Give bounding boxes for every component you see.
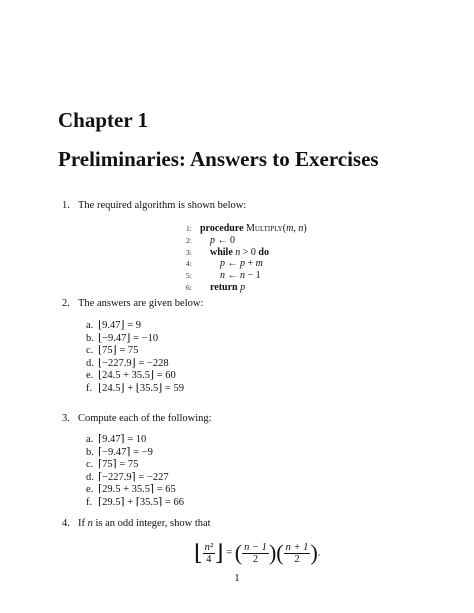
- fraction-n-plus-1: [284, 542, 311, 565]
- exercise-2: [62, 298, 203, 309]
- page-number: 1: [234, 573, 240, 584]
- exercise-text-end: is an odd integer, show that: [92, 518, 211, 529]
- item-expression: ⌈29.5 + 35.5⌉ = 65: [98, 484, 176, 496]
- line-code: p ← 0: [210, 234, 235, 246]
- item-label: c.: [86, 345, 94, 357]
- line-number: 4:: [186, 259, 192, 269]
- exercise-text: The required algorithm is shown below:: [78, 200, 247, 211]
- list-item: [86, 459, 184, 472]
- item-label: e.: [86, 484, 94, 496]
- line-code: procedure Multiply(m, n): [200, 223, 307, 234]
- numerator: n + 1: [285, 541, 309, 553]
- item-expression: ⌊9.47⌋ = 9: [98, 320, 141, 331]
- item-label: d.: [86, 471, 94, 483]
- item-expression: ⌊24.5 + 35.5⌋ = 60: [98, 370, 176, 382]
- algorithm-line: [186, 247, 307, 259]
- list-item: [86, 434, 184, 447]
- paren-left: (: [234, 540, 243, 565]
- numerator: n²: [204, 541, 213, 553]
- paren-right: ): [268, 540, 277, 565]
- item-label: d.: [86, 357, 94, 369]
- item-expression: ⌈75⌉ = 75: [98, 459, 139, 471]
- line-code: while n > 0 do: [210, 246, 269, 258]
- denominator: 4: [206, 553, 212, 565]
- exercise-1: [62, 200, 246, 211]
- item-label: c.: [86, 459, 94, 471]
- list-item: [86, 333, 184, 346]
- answer-list-2: [86, 320, 184, 396]
- line-number: 1:: [186, 224, 192, 233]
- floor-right: ⌋: [215, 540, 224, 565]
- item-expression: ⌈−9.47⌉ = −9: [98, 446, 153, 458]
- exercise-text-start: If: [78, 518, 88, 529]
- algorithm-line: [186, 235, 307, 247]
- item-label: b.: [86, 332, 94, 344]
- item-label: b.: [86, 446, 94, 458]
- item-expression: ⌈29.5⌉ + ⌈35.5⌉ = 66: [98, 496, 184, 508]
- item-expression: ⌊−9.47⌋ = −10: [98, 332, 159, 344]
- algorithm-line: [186, 223, 307, 235]
- line-number: 5:: [186, 271, 192, 281]
- equals-sign: =: [226, 547, 233, 559]
- algorithm-listing: [186, 223, 307, 294]
- list-item: [86, 447, 184, 460]
- exercise-number: 3.: [62, 413, 70, 424]
- exercise-number: 2.: [62, 298, 70, 309]
- item-expression: ⌊24.5⌋ + ⌊35.5⌋ = 59: [98, 382, 184, 394]
- page-title: Preliminaries: Answers to Exercises: [58, 147, 379, 171]
- list-item: [86, 484, 184, 497]
- item-expression: ⌊75⌋ = 75: [98, 345, 139, 357]
- item-expression: ⌈9.47⌉ = 10: [98, 434, 147, 445]
- item-label: e.: [86, 370, 94, 382]
- line-code: n ← n − 1: [220, 270, 261, 282]
- exercise-4: [62, 518, 211, 529]
- exercise-3: [62, 413, 212, 424]
- line-number: 2:: [186, 235, 192, 245]
- equation: [194, 540, 320, 566]
- list-item: [86, 472, 184, 485]
- paren-left: (: [276, 540, 284, 565]
- item-expression: ⌈−227.9⌉ = −227: [98, 471, 169, 483]
- item-label: f.: [86, 382, 93, 394]
- chapter-label: Chapter 1: [58, 108, 149, 132]
- item-expression: ⌊−227.9⌋ = −228: [98, 357, 169, 369]
- item-label: f.: [86, 496, 93, 508]
- exercise-number: 1.: [62, 200, 70, 211]
- line-number: 3:: [186, 247, 192, 257]
- list-item: [86, 497, 184, 510]
- list-item: [86, 383, 184, 396]
- line-code: return p: [210, 281, 246, 293]
- period: .: [317, 547, 321, 559]
- list-item: [86, 358, 184, 371]
- algorithm-line: [186, 270, 307, 282]
- item-label: a.: [86, 320, 94, 331]
- numerator: n − 1: [244, 541, 267, 553]
- item-label: a.: [86, 434, 94, 445]
- answer-list-3: [86, 434, 184, 510]
- list-item: [86, 345, 184, 358]
- line-number: 6:: [186, 282, 192, 292]
- algorithm-line: [186, 282, 307, 294]
- exercise-text: Compute each of the following:: [78, 413, 212, 424]
- fraction-n-minus-1: [242, 542, 269, 565]
- algorithm-line: [186, 258, 307, 270]
- line-code: p ← p + m: [220, 258, 263, 270]
- exercise-number: 4.: [62, 518, 70, 529]
- denominator: 2: [252, 553, 259, 565]
- list-item: [86, 320, 184, 333]
- list-item: [86, 370, 184, 383]
- variable-n: n: [87, 518, 93, 529]
- denominator: 2: [294, 553, 300, 565]
- exercise-text: The answers are given below:: [78, 298, 204, 309]
- floor-left: ⌊: [194, 540, 203, 565]
- paren-right: ): [310, 540, 318, 565]
- fraction-n2-over-4: [203, 542, 215, 565]
